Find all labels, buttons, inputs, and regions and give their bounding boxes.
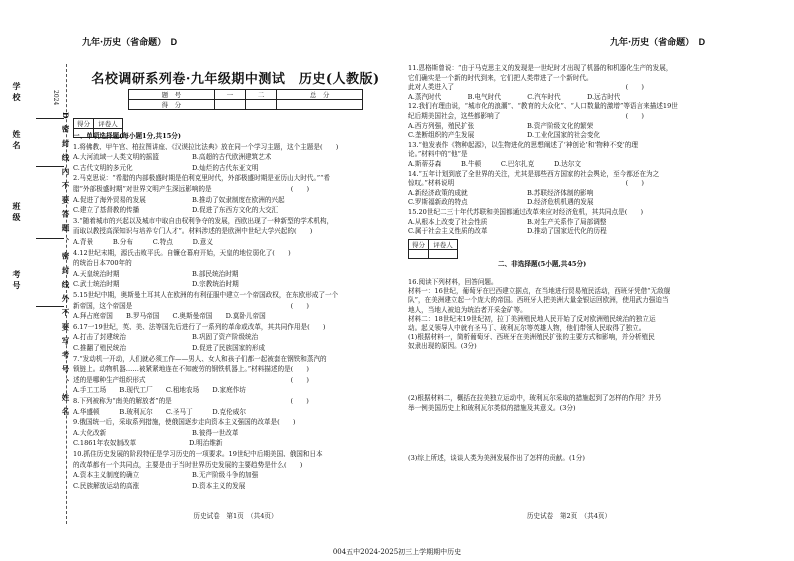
school-label: 学 校 (12, 82, 22, 101)
exam-number-label: 考 号 (12, 270, 22, 289)
question-line: 14.“五年计划到底了全世界的关注，尤其是那些西方国家的社会舆论，至今都还在为之 (408, 169, 660, 178)
question-line: 它们确实是一个新的时代到来，它们把人类带进了一个新时代。 (408, 73, 593, 82)
document-id-note: 004五中2024-2025初三上学期期中历史 (332, 548, 462, 556)
question-line: 15.20世纪二三十年代苏联和美国都通过改革来应对经济危机，其共同点是( ) (408, 208, 644, 216)
question-line: C.垄断组织的产生发展 D.工业化国家的社会变化 (408, 131, 601, 140)
question-line: C.罗斯福新政的特点 D.经济危机机遇的发展 (408, 198, 594, 207)
question-line: A.拜占庭帝国 B.罗马帝国 C.奥斯曼帝国 D.莫卧儿帝国 (73, 312, 266, 321)
material-line: (2)根据材料二，概括在拉美独立运动中，玻利瓦尔采取的措施起到了怎样的作用？并另 (408, 394, 662, 402)
right-page (408, 34, 730, 520)
question-line: A.手工工场 B.现代工厂 C.租地农场 D.家庭作坊 (73, 386, 246, 395)
question-line: 而取以教授高深知识与培养专门人才”。材料涉述的是欧洲中世纪大学兴起的( ) (73, 227, 313, 236)
part2-title: 二、非选择题(5小题,共45分) (498, 260, 587, 268)
question-line: A.天皇统治时期 B.部民统治时期 (73, 269, 239, 278)
header-right: 九年·历史（省命题） D (610, 37, 706, 48)
question-line: C.推翻了殖民统治 D.促进了民族国家的形成 (73, 344, 266, 352)
question-line: C.属于社会主义性质的改革 D.推动了国家近代化的历程 (408, 227, 607, 236)
question-line: 的改革都有一个共同点，主要是由于当时世界历史发展的主要趋势是什么( ) (73, 460, 303, 469)
question-line: A.背景 B.分布 C.特点 D.意义 (73, 238, 213, 246)
question-line: 12.我们有理由说，“城市化的浪潮”、“教育的大众化”、“人口数量的激增”等语言来描述19世 (408, 102, 678, 111)
question-line: A.打击了封建统治 B.巩固了资产阶级统治 (73, 333, 259, 342)
question-line: A.华盛顿 B.玻利瓦尔 C.圣马丁 D.克伦威尔 (73, 407, 246, 416)
score-row-label: 得 分 (129, 100, 215, 110)
question-line: 9.俄国统一后，采取系列措施，使俄国逐步走向资本主义强国的改革是( ) (73, 418, 296, 427)
material-line: 16.阅读下列材料，回答问题。 (408, 278, 498, 286)
question-line: 2.马克思说：“希腊的内部极盛时期是伯利克里时代，外部极盛时期是亚历山大时代。”“希 (73, 174, 331, 183)
material-line: 队”，在美洲建立起一个庞大的帝国。西班牙人把美洲大量金银运回欧洲，使用武力强迫当 (408, 296, 669, 305)
question-line: 惊叹。”材料说明 ( ) (408, 179, 644, 188)
class-label: 班 级 (12, 202, 22, 221)
question-line: 13.“他发表作《物种起源》，以生物进化的思想阐述了‘神创论’和‘物种不变’的理 (408, 140, 638, 149)
question-line: 4.12世纪末期，源氏击败平氏。自镰仓幕府开始，天皇的地位弱化了( ) (73, 248, 291, 257)
question-line: A.大化改新 B.彼得一世改革 (73, 428, 239, 437)
page-title: 名校调研系列卷·九年级期中测试 历史(人教版) (91, 72, 380, 87)
score-table (128, 89, 363, 110)
scorer-label: 得分 (409, 240, 429, 250)
score-cell[interactable] (245, 100, 276, 110)
scorer-box-2 (408, 239, 458, 259)
question-line: 纪后期美国社会，这些都影响了 ( ) (408, 112, 644, 120)
question-line: A.促进了海外贸易的发展 B.推动了奴隶制度在欧洲的兴起 (73, 195, 285, 204)
question-line: 锁链上。动物机器……被紧紧地连在不知疲劳的钢铁机器上。”材料描述的是( ) (73, 365, 309, 374)
score-header-cell: 二 (245, 90, 276, 100)
scorer-cell[interactable] (428, 250, 457, 259)
seal-warning-text: D 密 封 线 内 不 要 答 题 、 密 封 线 外 不 要 写 考 号 、 姓 名 (61, 112, 70, 417)
question-line: 述的是哪种生产组织形式 ( ) (73, 375, 309, 384)
question-line: A.蒸汽时代 B.电气时代 C.汽车时代 D.远古时代 (408, 92, 621, 101)
question-line: 腊”外部极盛时期”对世界文明产生深远影响的是 ( ) (73, 185, 310, 193)
scorer-label: 评卷人 (93, 119, 122, 129)
question-line: 3.“随着城市的兴起以及城市中取自由权利争夺的发展，西欧出现了一种新型的学术机构， (73, 216, 334, 225)
material-line: 地人，当地人被迫为统治者开采金矿等。 (408, 305, 527, 314)
question-line: 新帝国，这个帝国是 ( ) (73, 301, 309, 310)
question-line: 8.下列被称为“南美的解放者”的是 ( ) (73, 397, 309, 405)
score-header-cell: 总 分 (277, 90, 363, 100)
material-line: (1)根据材料一，简析葡萄牙、西班牙在美洲殖民扩张的主要方式和影响，并分析殖民 (408, 333, 655, 342)
question-line: C.建立了基督教的传播 D.促进了东西方文化的大交汇 (73, 206, 279, 215)
question-line: 此对人类进入了 ( ) (408, 83, 644, 92)
question-line: (3)综上所述，谈谈人类为美洲发展作出了怎样的贡献。(1分) (408, 454, 585, 462)
question-line: C.古代文明的多元化 D.灿烂的古代东亚文明 (73, 163, 259, 172)
question-line: A.从根本上改变了社会性质 B.对生产关系作了局部调整 (408, 217, 607, 226)
question-line: 1.将佛教、甲午宫、柏拉图讲座、《汉谟拉比法典》放在同一个学习主题，这个主题是( ) (73, 142, 339, 151)
score-cell[interactable] (214, 100, 245, 110)
question-line: 5.15世纪中期，奥斯曼土耳其人在欧洲的有利征服中建立一个帝国政权，在东欧形成了一个 (73, 291, 339, 299)
score-header-cell: 题 号 (129, 90, 215, 100)
question-line: A.西方列强，殖民扩张 B.资产阶级文化的繁荣 (408, 121, 594, 130)
scorer-label: 评卷人 (428, 240, 457, 250)
left-page (73, 34, 398, 520)
question-line: 10.抓住历史发展的阶段特征是学习历史的一项要求。19世纪中后期美国、俄国和日本 (73, 450, 323, 458)
score-cell[interactable] (277, 100, 363, 110)
question-line: C.武士统治时期 D.宗教统治时期 (73, 280, 239, 289)
question-line: 的统治日本700年的 (73, 259, 132, 268)
material-line: 举一例美国历史上和玻利瓦尔类似的措施及其意义。(3分) (408, 404, 576, 412)
question-line: C.民族解放运动的高涨 D.资本主义的发展 (73, 481, 246, 490)
question-line: 6.17一19世纪，英、美、法等国先后进行了一系列的革命或改革，其共同作用是( ) (73, 322, 326, 331)
material-line: 材料二：18世纪末19世纪初，拉丁美洲殖民地人民开始了反对欧洲殖民统治的独立运 (408, 314, 656, 323)
question-line: A.资本主义制度的确立 B.无产阶级斗争的加强 (73, 471, 259, 480)
material-line: 奴隶出现的原因。(3分) (408, 342, 477, 351)
name-label: 姓 名 (12, 130, 22, 149)
material-line: 材料一：16世纪，葡萄牙在巴西建立据点，在当地进行贸易殖民活动，西班牙凭借“无敌舰 (408, 287, 671, 296)
question-line: 7.“发动机一开动，人们就必须工作——男人、女人和孩子们都一起被套在钢铁和蒸汽的 (73, 354, 327, 363)
question-line: 论。”材料中的“他”是 (408, 150, 468, 159)
question-line: 11.恩格斯曾说：“由于马克思主义的发现是一世纪时才出现了机器的和机器化生产的发展， (408, 64, 673, 72)
question-line: C.1861年农奴制改革 D.明治维新 (73, 439, 223, 448)
sidebar-year: 2024 (52, 90, 59, 106)
scorer-label: 得分 (74, 119, 94, 129)
question-line: A.大河流域一人类文明的摇篮 B.高超的古代欧洲建筑艺术 (73, 153, 272, 162)
binding-sidebar (6, 70, 66, 510)
question-line: A.斯蒂芬森 B.牛顿 C.巴尔扎克 D.达尔文 (408, 160, 581, 168)
question-line: 一、单项选择题(每小题1分,共15分) (73, 132, 182, 140)
score-header-cell: 一 (214, 90, 245, 100)
right-footer: 历史试卷 第2页 （共4页） (526, 512, 612, 520)
scorer-cell[interactable] (409, 250, 429, 259)
material-line: 动。起义领导人中就有圣马丁、玻利瓦尔等英雄人物，他们带领人民取得了独立。 (408, 324, 646, 332)
left-footer: 历史试卷 第1页 （共4页） (193, 512, 278, 520)
question-line: A.新经济政策的成就 B.苏联经济体制的影响 (408, 188, 594, 197)
header-left: 九年·历史（省命题） D (82, 37, 178, 48)
